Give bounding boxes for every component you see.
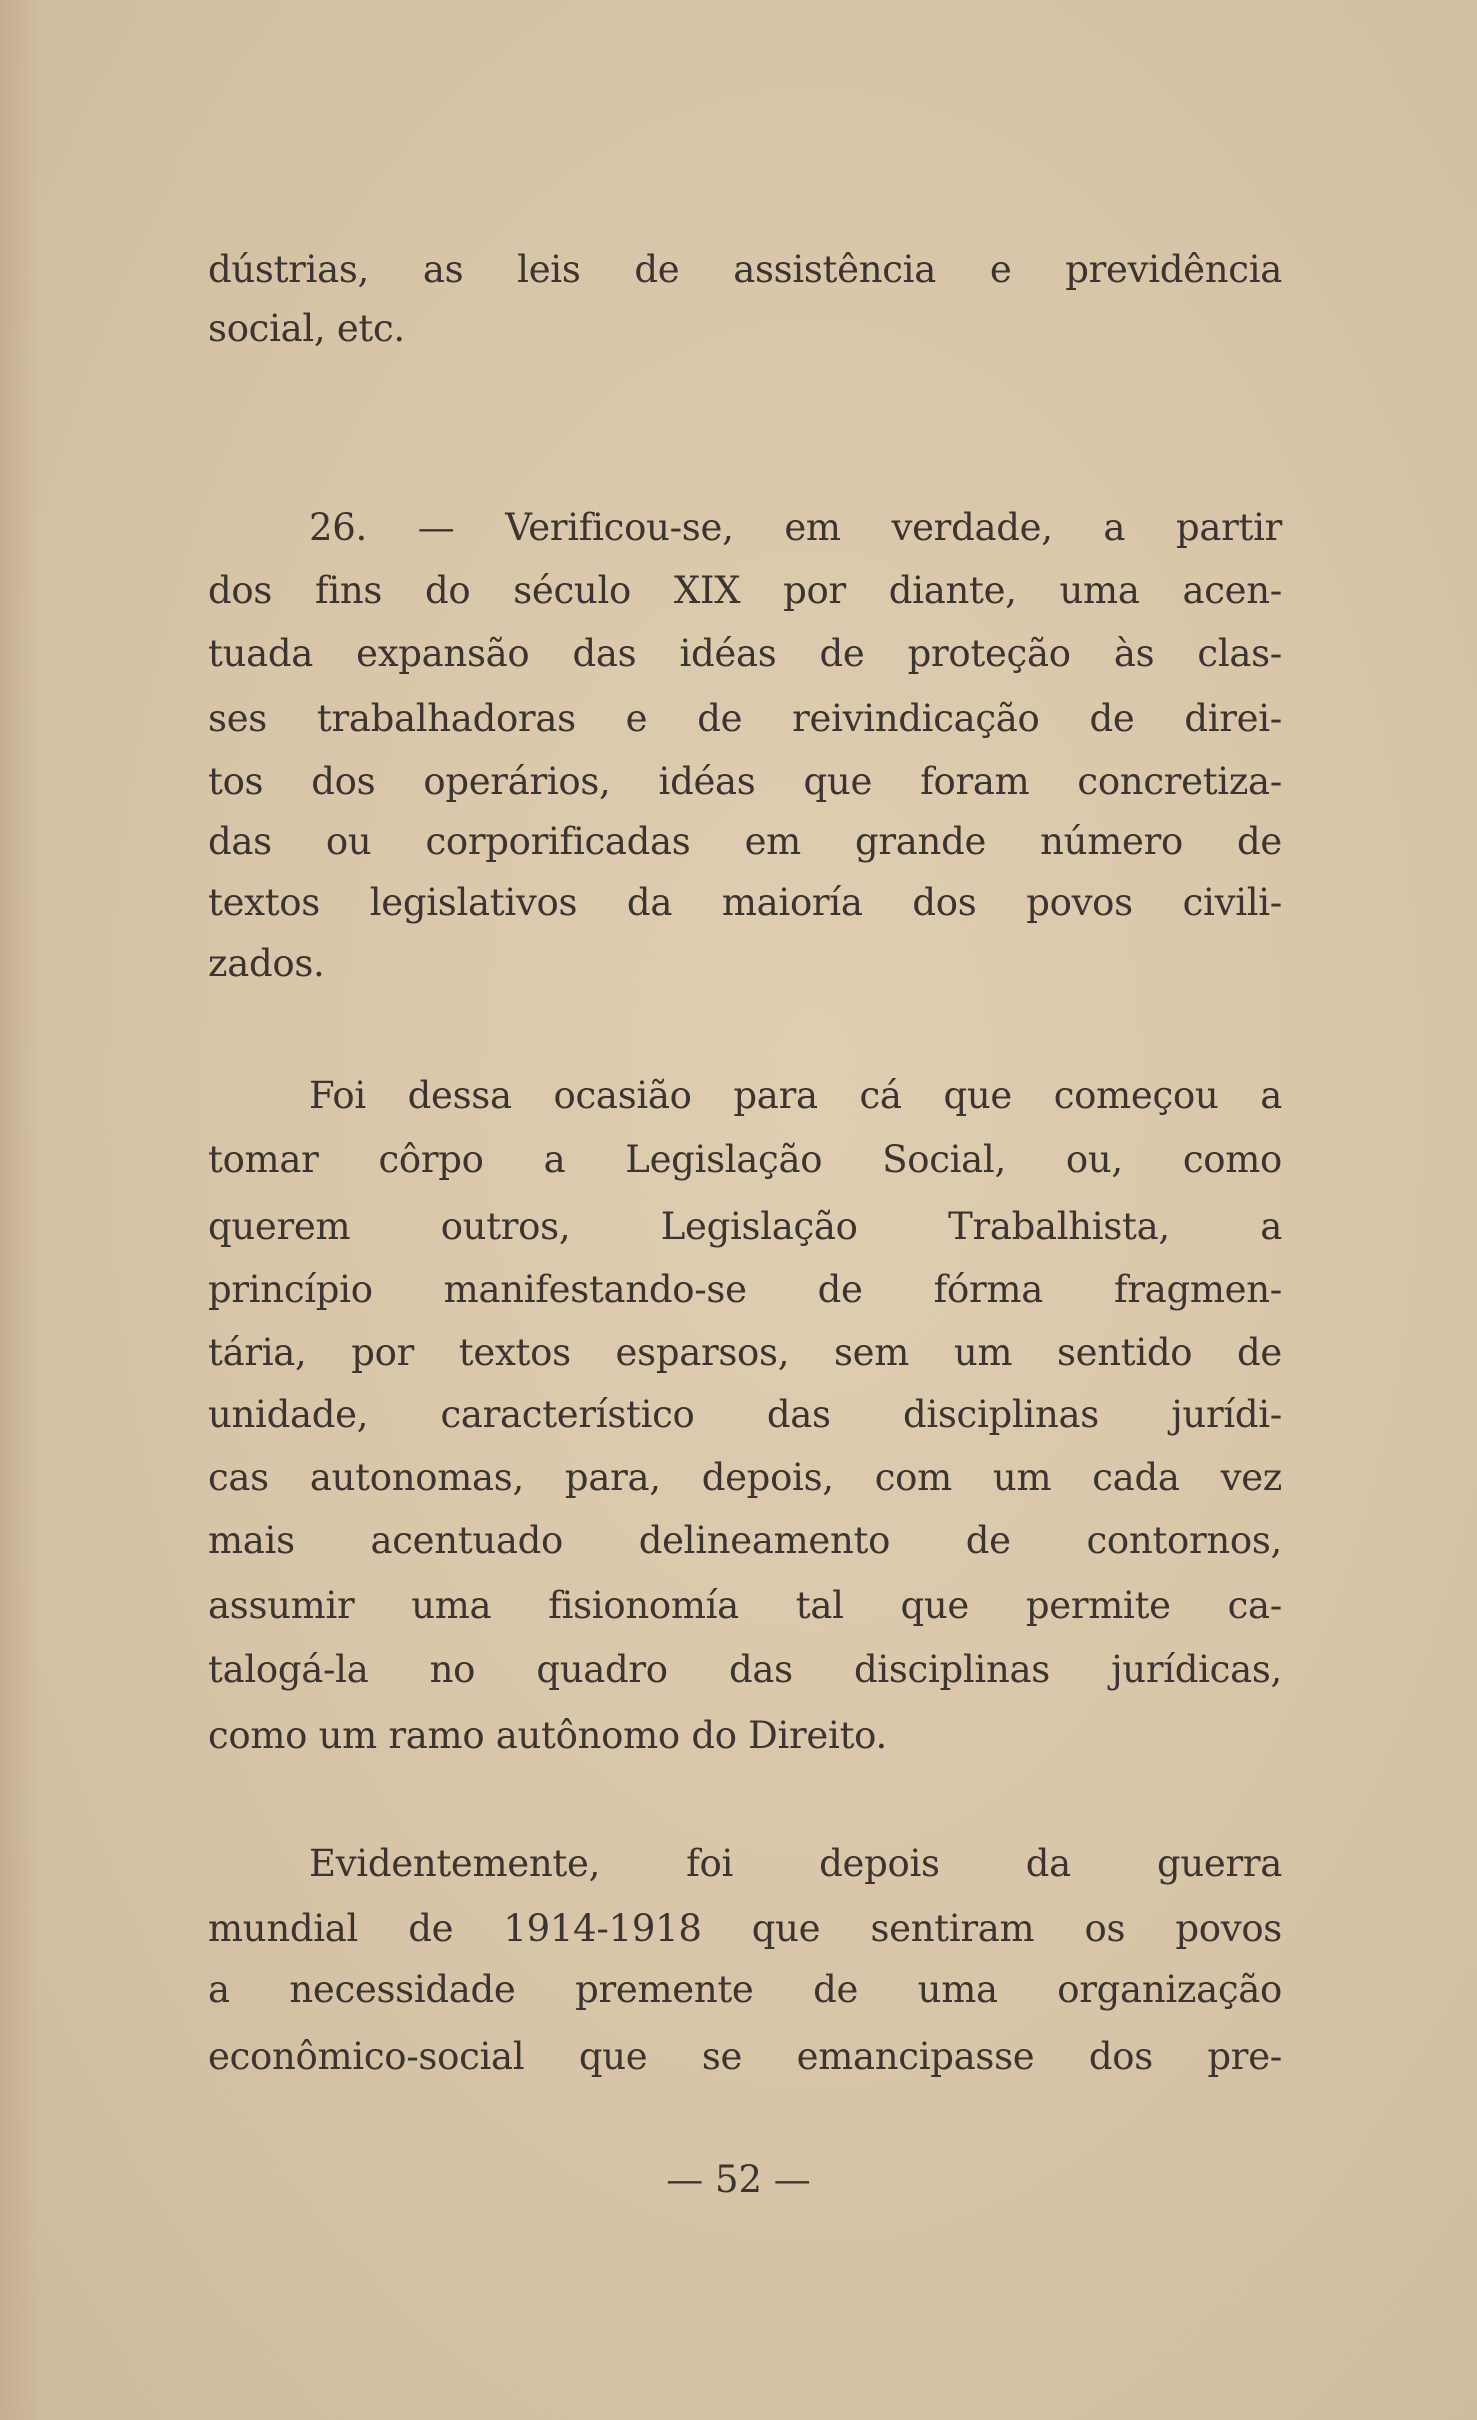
text-line: tuada expansão das idéas de proteção às clas-	[208, 632, 1282, 675]
text-line: ses trabalhadoras e de reivindicação de direi-	[208, 697, 1282, 740]
text-line: assumir uma fisionomía tal que permite ca-	[208, 1584, 1282, 1627]
page-number: — 52 —	[666, 2158, 811, 2201]
text-line: Foi dessa ocasião para cá que começou a	[309, 1074, 1282, 1117]
text-line: Evidentemente, foi depois da guerra	[309, 1842, 1282, 1885]
page-edge-shadow	[0, 0, 40, 2420]
text-line: econômico-social que se emancipasse dos pre-	[208, 2035, 1282, 2078]
text-line: 26. — Verificou-se, em verdade, a partir	[309, 506, 1282, 549]
text-line: talogá-la no quadro das disciplinas jurídicas,	[208, 1648, 1282, 1691]
text-line: textos legislativos da maioría dos povos civili-	[208, 881, 1282, 924]
text-line: mais acentuado delineamento de contornos,	[208, 1519, 1282, 1562]
text-line: social, etc.	[208, 307, 405, 350]
text-line: mundial de 1914-1918 que sentiram os povos	[208, 1907, 1282, 1950]
text-line: como um ramo autônomo do Direito.	[208, 1714, 887, 1757]
text-line: cas autonomas, para, depois, com um cada vez	[208, 1456, 1282, 1499]
text-line: unidade, característico das disciplinas jurídi-	[208, 1393, 1282, 1436]
text-line: querem outros, Legislação Trabalhista, a	[208, 1205, 1282, 1248]
text-line: das ou corporificadas em grande número de	[208, 820, 1282, 863]
text-line: tomar côrpo a Legislação Social, ou, como	[208, 1138, 1282, 1181]
text-line: a necessidade premente de uma organização	[208, 1968, 1282, 2011]
text-line: tária, por textos esparsos, sem um sentido de	[208, 1331, 1282, 1374]
text-line: tos dos operários, idéas que foram concretiza-	[208, 760, 1282, 803]
text-line: princípio manifestando-se de fórma fragmen-	[208, 1268, 1282, 1311]
text-line: dústrias, as leis de assistência e previdência	[208, 248, 1282, 291]
text-line: dos fins do século XIX por diante, uma acen-	[208, 569, 1282, 612]
text-line: zados.	[208, 942, 325, 985]
